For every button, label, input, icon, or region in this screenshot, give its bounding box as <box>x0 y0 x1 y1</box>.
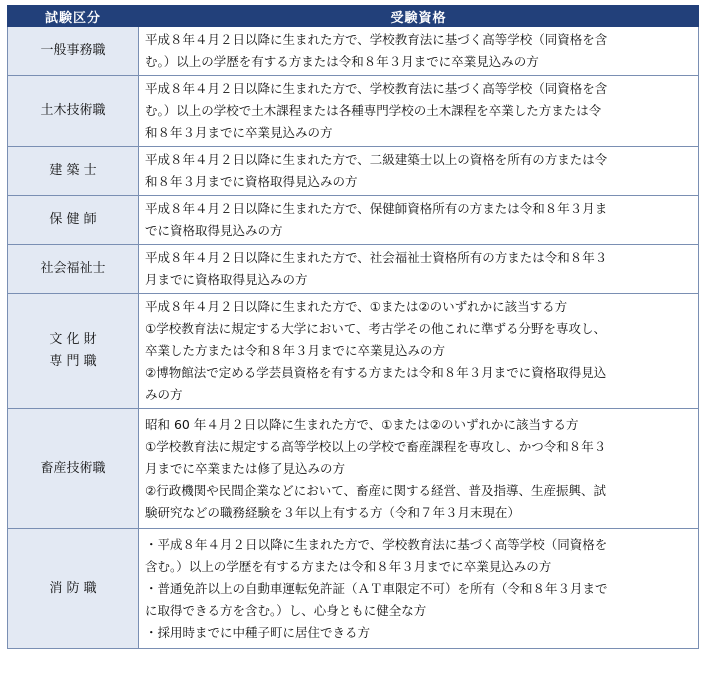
exam-category-label: 社会福祉士 <box>40 261 106 276</box>
header-qualification: 受験資格 <box>139 6 699 27</box>
qualification-text-line: 昭和 60 年４月２日以降に生まれた方で、①または②のいずれかに該当する方 <box>145 416 579 432</box>
qualification-text-line: 和８年３月までに資格取得見込みの方 <box>145 174 358 189</box>
qualification-text-line: ・平成８年４月２日以降に生まれた方で、学校教育法に基づく高等学校（同資格を <box>145 536 608 552</box>
qualification-text-line: ①学校教育法に規定する高等学校以上の学校で畜産課程を専攻し、かつ令和８年３ <box>145 438 607 454</box>
exam-category-cell <box>8 196 139 245</box>
exam-category-label: 保 健 師 <box>49 212 97 227</box>
table-row <box>8 147 699 196</box>
qualification-text-line: む。）以上の学校で土木課程または各種専門学校の土木課程を卒業した方または令 <box>145 103 602 118</box>
qualification-cell <box>139 27 699 76</box>
table-row <box>8 294 699 409</box>
qualification-text-line: みの方 <box>145 387 183 402</box>
table-row <box>8 76 699 147</box>
qualification-text-line: 平成８年４月２日以降に生まれた方で、学校教育法に基づく高等学校（同資格を含 <box>145 32 608 47</box>
qualification-text-line: 平成８年４月２日以降に生まれた方で、保健師資格所有の方または令和８年３月ま <box>145 201 608 216</box>
exam-category-label: 土木技術職 <box>40 103 106 118</box>
qualification-cell <box>139 294 699 409</box>
qualification-text-line: ①学校教育法に規定する大学において、考古学その他これに準ずる分野を専攻し、 <box>145 321 606 336</box>
qualification-text-line: 和８年３月までに卒業見込みの方 <box>145 125 333 140</box>
exam-category-cell <box>8 294 139 409</box>
exam-category-label: 一般事務職 <box>40 43 106 58</box>
exam-category-label: 畜産技術職 <box>40 460 106 476</box>
qualification-cell <box>139 76 699 147</box>
table-row <box>8 409 699 529</box>
table-row <box>8 196 699 245</box>
exam-category-cell <box>8 529 139 649</box>
exam-category-cell <box>8 245 139 294</box>
qualification-cell <box>139 147 699 196</box>
qualification-text-line: 含む。）以上の学歴を有する方または令和８年３月までに卒業見込みの方 <box>145 558 552 574</box>
qualification-text-line: ②行政機関や民間企業などにおいて、畜産に関する経営、普及指導、生産振興、試 <box>145 482 606 498</box>
qualification-cell <box>139 245 699 294</box>
qualification-text-line: に取得できる方を含む。）し、心身ともに健全な方 <box>145 602 427 618</box>
qualification-text-line: 月までに卒業または修了見込みの方 <box>145 460 346 476</box>
exam-category-label: 専 門 職 <box>49 354 97 369</box>
table-row <box>8 27 699 76</box>
exam-category-label: 消 防 職 <box>49 580 97 596</box>
qualification-text-line: む。）以上の学歴を有する方または令和８年３月までに卒業見込みの方 <box>145 54 539 69</box>
qualification-text-line: 月までに資格取得見込みの方 <box>145 272 308 287</box>
exam-category-label: 建 築 士 <box>49 163 97 178</box>
qualification-text-line: ②博物館法で定める学芸員資格を有する方または令和８年３月までに資格取得見込 <box>145 365 607 380</box>
exam-category-cell <box>8 76 139 147</box>
exam-category-cell <box>8 27 139 76</box>
qualification-text-line: 平成８年４月２日以降に生まれた方で、①または②のいずれかに該当する方 <box>145 299 568 314</box>
qualification-text-line: ・普通免許以上の自動車運転免許証（ＡＴ車限定不可）を所有（令和８年３月まで <box>145 580 608 596</box>
qualification-text-line: 平成８年４月２日以降に生まれた方で、学校教育法に基づく高等学校（同資格を含 <box>145 81 608 96</box>
qualification-table <box>7 5 699 649</box>
table-row <box>8 245 699 294</box>
qualification-cell <box>139 409 699 529</box>
qualification-text-line: 平成８年４月２日以降に生まれた方で、二級建築士以上の資格を所有の方または令 <box>145 152 608 167</box>
exam-category-cell <box>8 409 139 529</box>
qualification-cell <box>139 196 699 245</box>
qualification-cell <box>139 529 699 649</box>
table-header-row <box>8 6 699 27</box>
qualification-text-line: ・採用時までに中種子町に居住できる方 <box>145 624 371 640</box>
qualification-text-line: 平成８年４月２日以降に生まれた方で、社会福祉士資格所有の方または令和８年３ <box>145 250 608 265</box>
header-category: 試験区分 <box>8 6 139 27</box>
exam-category-label: 文 化 財 <box>49 332 97 347</box>
table-row <box>8 529 699 649</box>
qualification-text-line: 験研究などの職務経験を３年以上有する方（令和７年３月末現在） <box>145 504 521 520</box>
exam-category-cell <box>8 147 139 196</box>
qualification-text-line: でに資格取得見込みの方 <box>145 223 283 238</box>
qualification-text-line: 卒業した方または令和８年３月までに卒業見込みの方 <box>145 343 446 358</box>
